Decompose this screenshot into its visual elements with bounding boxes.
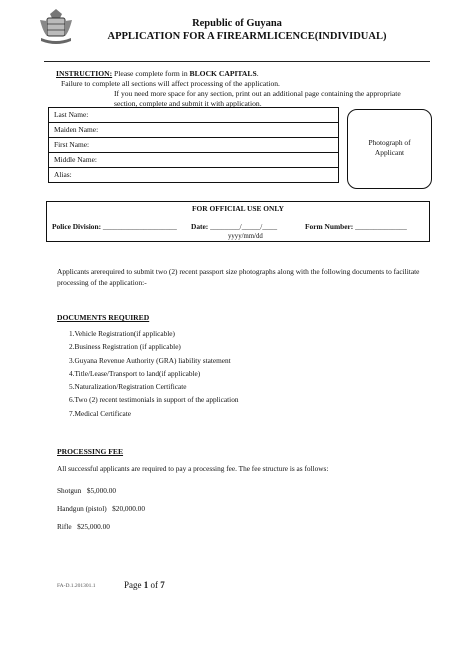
photo-box <box>347 109 432 189</box>
list-item: 7.Medical Certificate <box>69 408 131 418</box>
page-of: of <box>148 580 161 590</box>
official-use-title: FOR OFFICIAL USE ONLY <box>192 204 284 213</box>
page-indicator <box>124 580 165 590</box>
page-number: 1 <box>143 580 149 590</box>
date-field[interactable] <box>191 222 277 231</box>
form-number-blank: ______________ <box>353 222 407 231</box>
date-format-hint: yyyy/mm/dd <box>228 233 263 240</box>
first-name-field[interactable]: First Name: <box>49 138 338 153</box>
list-item: 1.Vehicle Registration(if applicable) <box>69 329 175 338</box>
police-division-blank: ____________________ <box>101 222 177 231</box>
alias-field[interactable]: Alias: <box>54 170 72 179</box>
instruction-line-2: Failure to complete all sections will affect processing of the application. <box>61 79 280 88</box>
instruction-period: . <box>256 69 259 78</box>
date-blank: ________/_____/____ <box>208 222 278 231</box>
list-item: 5.Naturalization/Registration Certificate <box>69 382 187 392</box>
last-name-field[interactable]: Last Name: <box>49 108 338 123</box>
photo-label-line-2: Applicant <box>374 148 405 157</box>
maiden-name-field[interactable]: Maiden Name: <box>49 123 338 138</box>
fee-name: Shotgun <box>57 486 82 495</box>
instruction-line-4: section, complete and submit it with application. <box>114 99 262 108</box>
form-number-label: Form Number: <box>305 222 354 231</box>
instruction-line-3: If you need more space for any section, print out an additional page containing the appropriate <box>114 89 401 98</box>
fee-amount: $20,000.00 <box>112 504 145 513</box>
date-label: Date: <box>191 222 209 231</box>
documents-heading: DOCUMENTS REQUIRED <box>57 313 150 322</box>
fee-item-shotgun <box>57 486 116 495</box>
list-item: 6.Two (2) recent testimonials in support of the application <box>69 395 239 405</box>
fee-name: Rifle <box>57 522 72 531</box>
list-item: 3.Guyana Revenue Authority (GRA) liability statement <box>69 355 231 365</box>
fee-name: Handgun (pistol) <box>57 504 107 513</box>
page-prefix: Page <box>124 580 144 590</box>
photo-label-line-1: Photograph of <box>368 138 411 147</box>
form-title: APPLICATION FOR A FIREARMLICENCE(INDIVIDUAL) <box>107 31 387 42</box>
instruction-text: Please complete form in <box>112 69 190 78</box>
police-division-label: Police Division: <box>52 222 102 231</box>
instruction-block <box>56 69 401 109</box>
form-code: FA-D.1.201301.1 <box>57 583 96 589</box>
official-use-box <box>46 201 430 242</box>
list-item: 2.Business Registration (if applicable) <box>69 342 181 352</box>
header-divider <box>44 61 430 62</box>
instruction-line-1 <box>56 69 401 79</box>
fee-amount: $25,000.00 <box>77 522 110 531</box>
intro-paragraph: Applicants arerequired to submit two (2) recent passport size photographs along with the following documents to facilitate processing of the application:- <box>57 267 420 287</box>
processing-fee-heading: PROCESSING FEE <box>57 447 124 456</box>
fee-intro: All successful applicants are required to pay a processing fee. The fee structure is as follows: <box>57 464 329 473</box>
police-division-field[interactable] <box>52 222 177 231</box>
country-name: Republic of Guyana <box>192 18 282 29</box>
fee-amount: $5,000.00 <box>86 486 116 495</box>
middle-name-field[interactable]: Middle Name: <box>49 153 338 168</box>
fee-item-rifle <box>57 522 110 531</box>
instruction-caps: BLOCK CAPITALS <box>189 69 257 78</box>
page-total: 7 <box>160 580 165 590</box>
list-item: 4.Title/Lease/Transport to land(if applicable) <box>69 368 201 378</box>
name-fields-table <box>48 107 339 183</box>
documents-list <box>69 327 239 420</box>
fee-item-handgun <box>57 504 145 513</box>
form-number-field[interactable] <box>305 222 407 231</box>
instruction-label: INSTRUCTION: <box>56 69 113 78</box>
